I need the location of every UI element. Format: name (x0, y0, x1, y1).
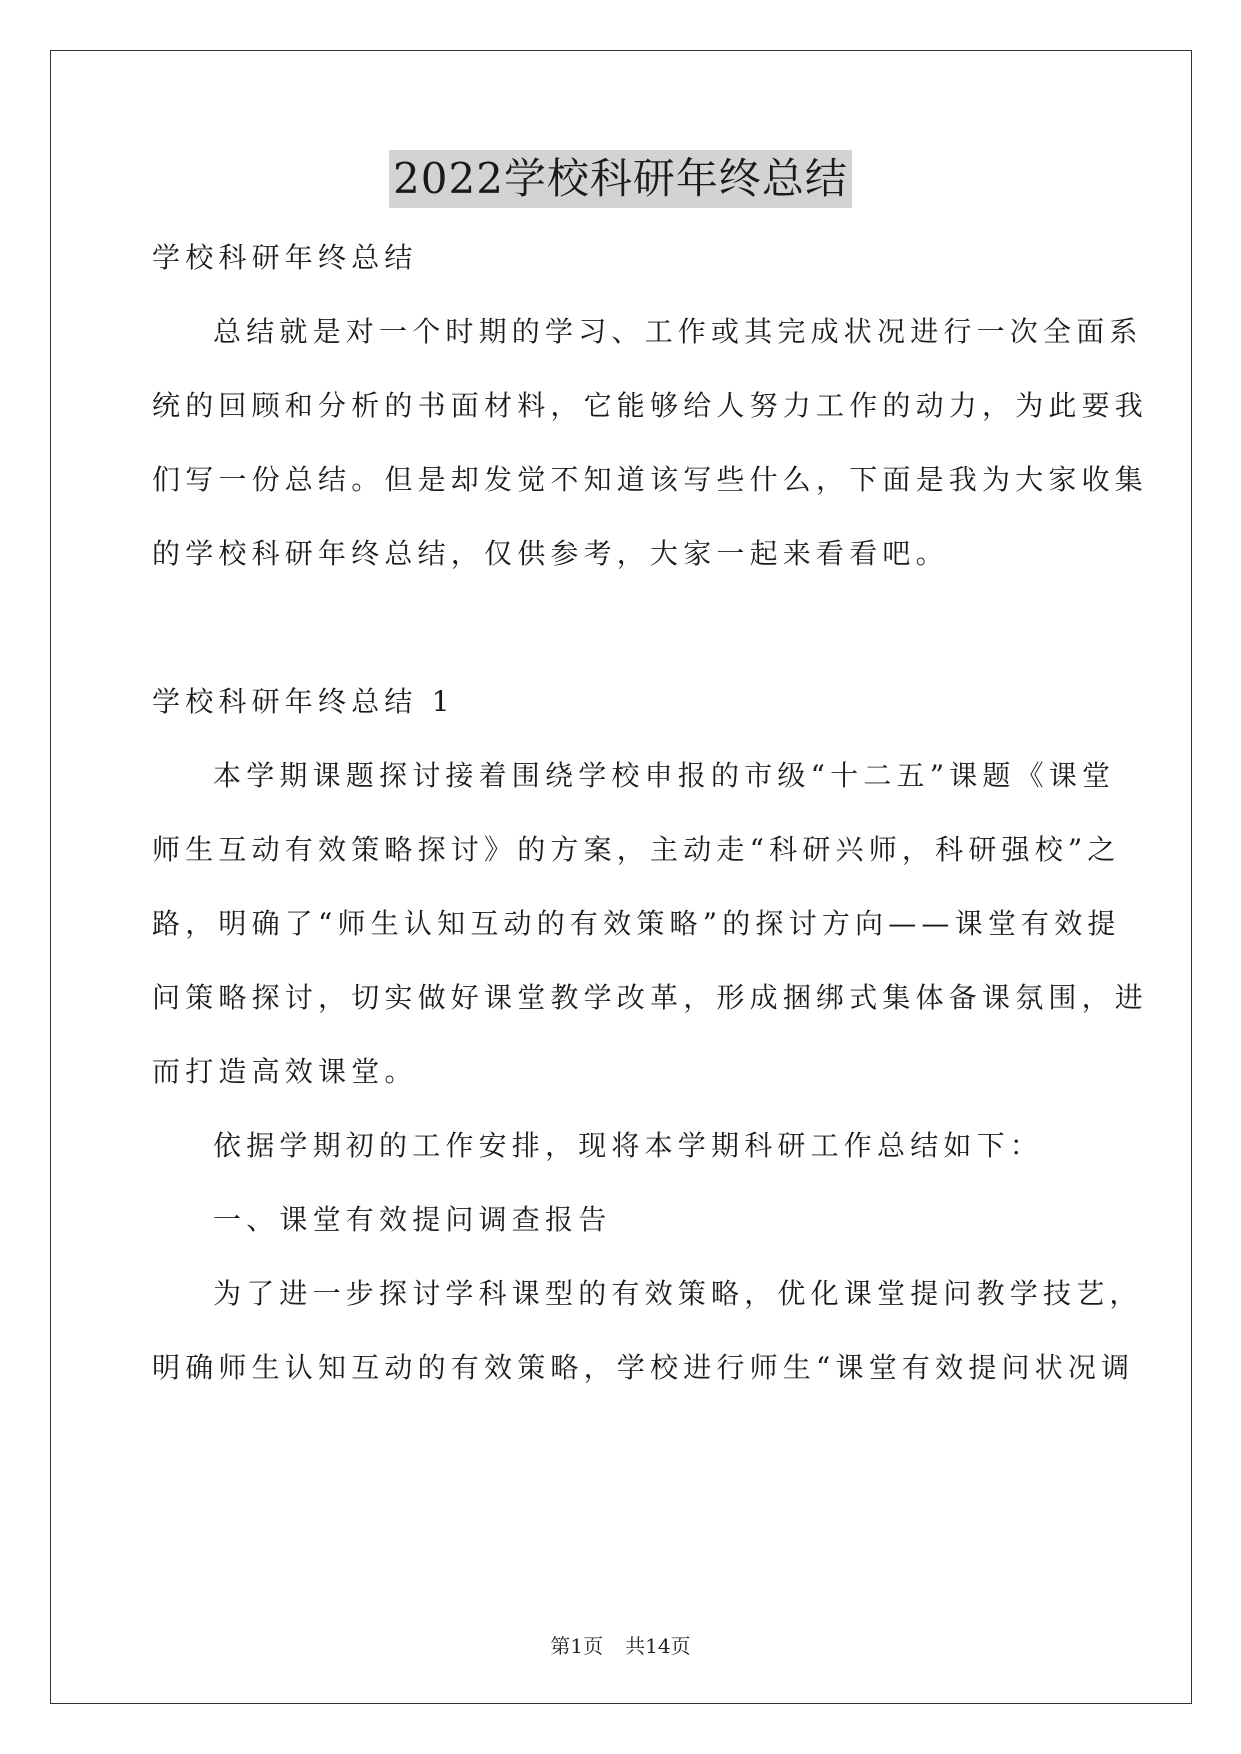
list-heading: 一、课堂有效提问调查报告 (213, 1203, 612, 1236)
body-line: 问策略探讨，切实做好课堂教学改革，形成捆绑式集体备课氛围，进 (152, 981, 1149, 1014)
body-line: 而打造高效课堂。 (152, 1055, 418, 1088)
page-number: 第1页 (550, 1634, 604, 1658)
document-title: 2022学校科研年终总结 (389, 150, 852, 208)
document-title-block (0, 150, 1241, 208)
body-line: 路，明确了“师生认知互动的有效策略”的探讨方向——课堂有效提 (152, 907, 1121, 940)
page-border (50, 50, 1192, 1704)
page-total: 共14页 (625, 1634, 691, 1658)
body-line: 本学期课题探讨接着围绕学校申报的市级“十二五”课题《课堂 (213, 759, 1116, 792)
body-line: 师生互动有效策略探讨》的方案，主动走“科研兴师，科研强校”之 (152, 833, 1121, 866)
intro-line: 总结就是对一个时期的学习、工作或其完成状况进行一次全面系 (213, 315, 1143, 348)
body-line: 为了进一步探讨学科课型的有效策略，优化课堂提问教学技艺， (213, 1277, 1143, 1310)
page-footer (0, 1632, 1241, 1660)
intro-line: 的学校科研年终总结，仅供参考，大家一起来看看吧。 (152, 537, 949, 570)
body-line: 明确师生认知互动的有效策略，学校进行师生“课堂有效提问状况调 (152, 1351, 1135, 1384)
document-subtitle: 学校科研年终总结 (152, 241, 418, 274)
intro-line: 们写一份总结。但是却发觉不知道该写些什么，下面是我为大家收集 (152, 463, 1149, 496)
section-heading: 学校科研年终总结 1 (152, 685, 455, 718)
intro-line: 统的回顾和分析的书面材料，它能够给人努力工作的动力，为此要我 (152, 389, 1149, 422)
body-line: 依据学期初的工作安排，现将本学期科研工作总结如下： (213, 1129, 1044, 1162)
